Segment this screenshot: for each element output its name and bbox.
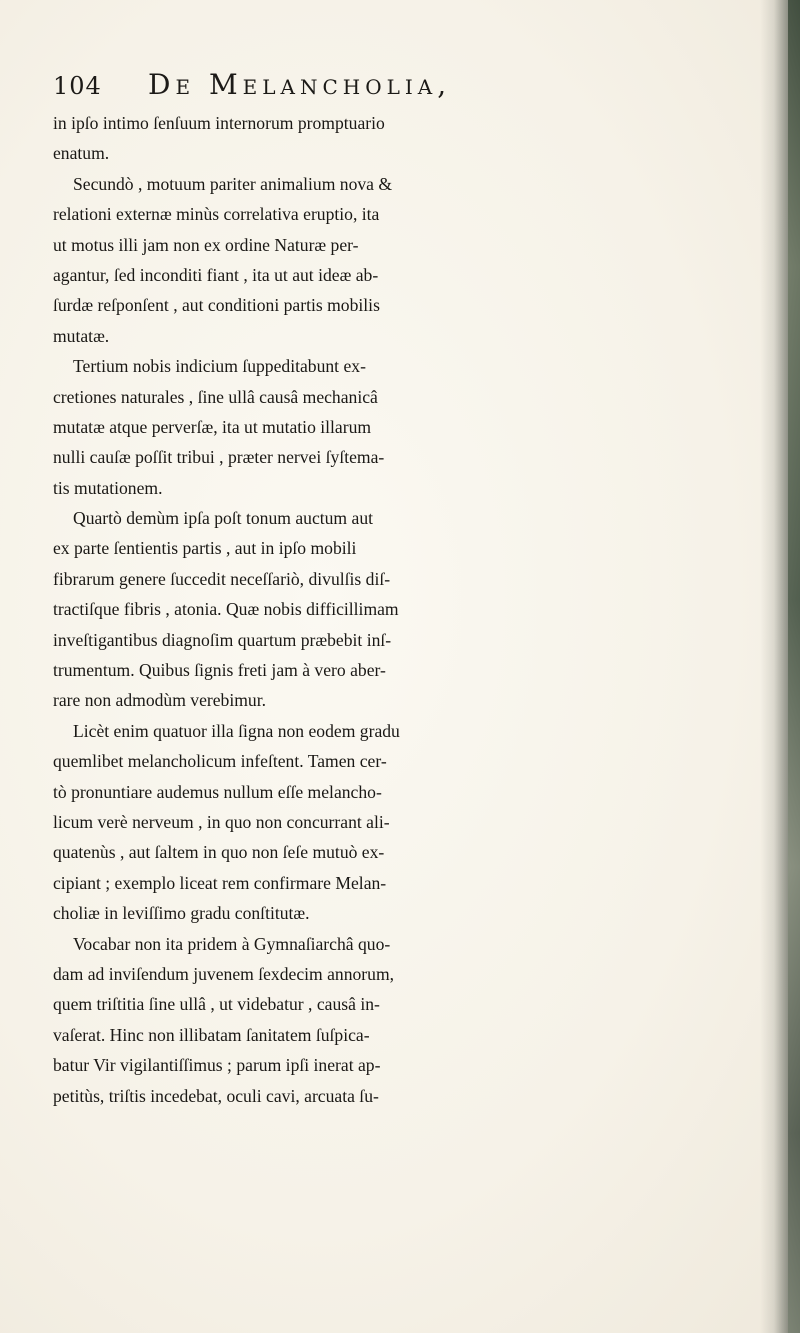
text-line: fibrarum genere ſuccedit neceſſariò, divulſis diſ- [53, 568, 391, 589]
text-line: dam ad inviſendum juvenem ſexdecim annorum, [53, 963, 395, 984]
text-line: ſurdæ reſponſent , aut conditioni partis mobilis [53, 295, 380, 316]
text-line: choliæ in leviſſimo gradu conſtitutæ. [53, 903, 310, 924]
text-line: licum verè nerveum , in quo non concurrant ali- [53, 811, 390, 832]
text-line: batur Vir vigilantiſſimus ; parum ipſi inerat ap- [53, 1055, 381, 1076]
text-line: relationi externæ minùs correlativa eruptio, ita [53, 204, 380, 225]
text-line: ut motus illi jam non ex ordine Naturæ per- [53, 234, 359, 255]
text-line: Licèt enim quatuor illa ſigna non eodem gradu [73, 720, 400, 741]
text-line: Tertium nobis indicium ſuppeditabunt ex- [73, 356, 366, 377]
text-line: petitùs, triſtis incedebat, oculi cavi, arcuata ſu- [53, 1085, 379, 1106]
text-line: Vocabar non ita pridem à Gymnaſiarchâ quo- [73, 933, 391, 954]
text-line: cipiant ; exemplo liceat rem confirmare Melan- [53, 872, 387, 893]
text-line: tis mutationem. [53, 477, 163, 498]
text-line: mutatæ atque perverſæ, ita ut mutatio illarum [53, 416, 372, 437]
text-line: agantur, ſed inconditi fiant , ita ut aut ideæ ab- [53, 264, 379, 285]
running-title: De Melancholia, [148, 68, 452, 101]
text-line: Secundò , motuum pariter animalium nova & [73, 173, 393, 194]
text-line: mutatæ. [53, 325, 110, 346]
text-line: quemlibet melancholicum infeſtent. Tamen cer- [53, 751, 387, 772]
text-line: quem triſtitia ſine ullâ , ut videbatur , causâ in- [53, 994, 380, 1015]
page-number: 104 [53, 72, 102, 100]
text-line: nulli cauſæ poſſit tribui , præter nervei ſyſtema- [53, 447, 385, 468]
text-line: enatum. [53, 143, 110, 164]
text-line: trumentum. Quibus ſignis freti jam à vero aber- [53, 660, 386, 681]
text-line: in ipſo intimo ſenſuum internorum promptuario [53, 113, 385, 133]
body-text [53, 108, 773, 1111]
binding-strip [788, 0, 800, 1333]
text-line: tractiſque fibris , atonia. Quæ nobis difficillimam [53, 599, 399, 620]
page-header [53, 66, 753, 106]
text-line: quatenùs , aut ſaltem in quo non ſeſe mutuò ex- [53, 842, 385, 863]
text-line: rare non admodùm verebimur. [53, 690, 267, 711]
text-line: Quartò demùm ipſa poſt tonum auctum aut [73, 508, 374, 529]
text-line: tò pronuntiare audemus nullum eſſe melancho- [53, 781, 382, 802]
text-line: vaſerat. Hinc non illibatam ſanitatem ſuſpica- [53, 1024, 370, 1045]
text-line: cretiones naturales , ſine ullâ causâ mechanicâ [53, 386, 378, 407]
text-line: inveſtigantibus diagnoſim quartum præbebit inſ- [53, 629, 392, 650]
text-line: ex parte ſentientis partis , aut in ipſo mobili [53, 538, 357, 559]
